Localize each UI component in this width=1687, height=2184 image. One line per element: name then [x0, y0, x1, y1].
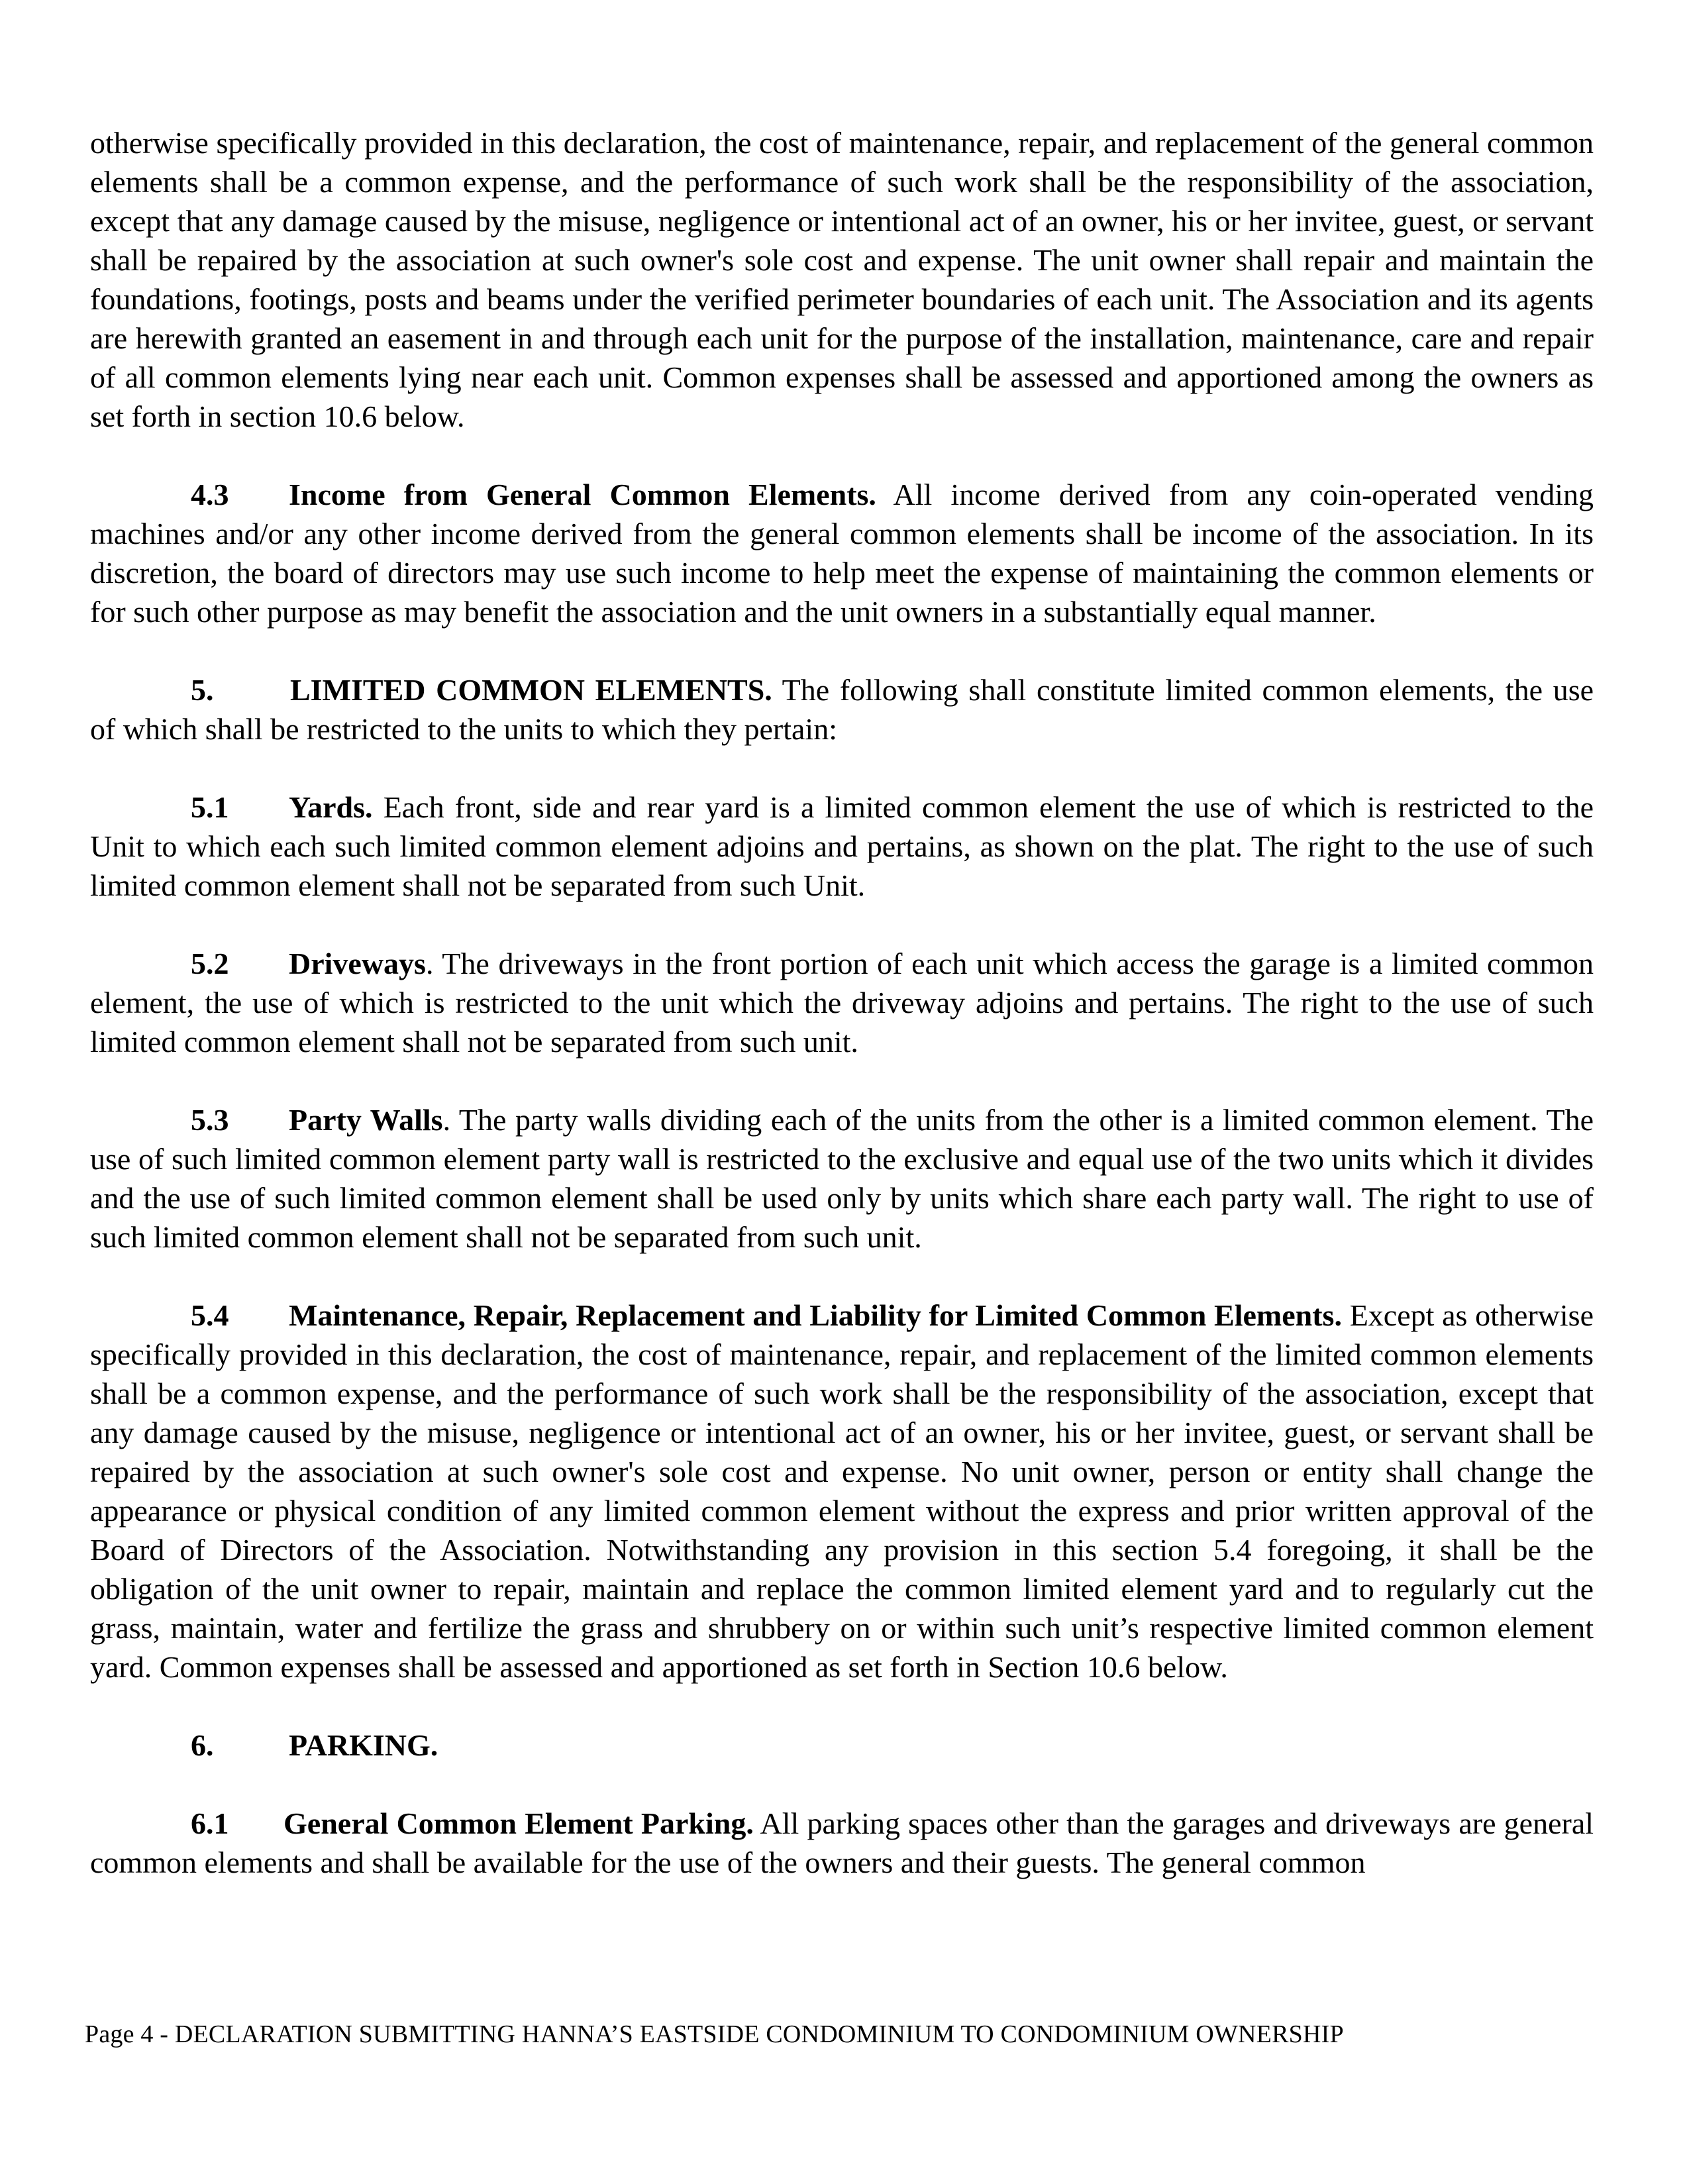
- section-heading: Maintenance, Repair, Replacement and Liability for Limited Common Elements.: [289, 1298, 1342, 1332]
- section-body: All parking spaces other than the garages and driveways are general common elements and shall be available for the use of the owners and their guests. The general common: [90, 1806, 1594, 1879]
- section-body: Each front, side and rear yard is a limited common element the use of which is restricted to the Unit to which each such limited common element adjoins and pertains, as shown on the plat. The right to the use of such limited common element shall not be separated from such Unit.: [90, 790, 1594, 902]
- section-5-4: [90, 1296, 1594, 1687]
- section-body: . The party walls dividing each of the units from the other is a limited common element. The use of such limited common element party wall is restricted to the exclusive and equal use of the two units which it divides and the use of such limited common element shall be used only by units which share each party wall. The right to use of such limited common element shall not be separated from such unit.: [90, 1103, 1594, 1254]
- section-5-2: [90, 944, 1594, 1061]
- section-heading: General Common Element Parking.: [283, 1806, 754, 1840]
- section-body: The following shall constitute limited common elements, the use of which shall be restricted to the units to which they pertain:: [90, 673, 1594, 746]
- document-page: [90, 123, 1594, 1882]
- intro-paragraph: otherwise specifically provided in this declaration, the cost of maintenance, repair, and replacement of the general common elements shall be a common expense, and the performance of such work shall be the responsibility of the association, except that any damage caused by the misuse, negligence or intentional act of an owner, his or her invitee, guest, or servant shall be repaired by the association at such owner's sole cost and expense. The unit owner shall repair and maintain the foundations, footings, posts and beams under the verified perimeter boundaries of each unit. The Association and its agents are herewith granted an easement in and through each unit for the purpose of the installation, maintenance, care and repair of all common elements lying near each unit. Common expenses shall be assessed and apportioned among the owners as set forth in section 10.6 below.: [90, 126, 1594, 433]
- section-number: 5.1: [191, 790, 229, 824]
- section-heading: Yards.: [289, 790, 373, 824]
- section-number: 6.1: [191, 1806, 229, 1840]
- section-heading: Driveways: [289, 947, 426, 980]
- section-4-3: [90, 475, 1594, 631]
- page-footer: Page 4 - DECLARATION SUBMITTING HANNA’S EASTSIDE CONDOMINIUM TO CONDOMINIUM OWNERSHIP: [85, 2020, 1344, 2048]
- section-heading: Party Walls: [289, 1103, 443, 1137]
- section-5: [90, 670, 1594, 749]
- section-body: . The driveways in the front portion of each unit which access the garage is a limited common element, the use of which is restricted to the unit which the driveway adjoins and pertains. The right to the use of such limited common element shall not be separated from such unit.: [90, 947, 1594, 1059]
- section-6: [90, 1726, 1594, 1765]
- section-6-1: [90, 1804, 1594, 1882]
- section-body: All income derived from any coin-operated vending machines and/or any other income derived from the general common elements shall be income of the association. In its discretion, the board of directors may use such income to help meet the expense of maintaining the common elements or for such other purpose as may benefit the association and the unit owners in a substantially equal manner.: [90, 478, 1594, 629]
- section-number: 5.4: [191, 1298, 229, 1332]
- section-heading: LIMITED COMMON ELEMENTS.: [290, 673, 772, 707]
- section-number: 6.: [191, 1728, 214, 1762]
- section-number: 5.: [191, 673, 214, 707]
- section-heading: PARKING.: [289, 1728, 438, 1762]
- section-number: 5.2: [191, 947, 229, 980]
- section-heading: Income from General Common Elements.: [289, 478, 876, 511]
- section-5-3: [90, 1100, 1594, 1257]
- section-number: 5.3: [191, 1103, 229, 1137]
- section-5-1: [90, 788, 1594, 905]
- section-body: Except as otherwise specifically provided in this declaration, the cost of maintenance, repair, and replacement of the limited common elements shall be a common expense, and the performance of such work shall be the responsibility of the association, except that any damage caused by the misuse, negligence or intentional act of an owner, his or her invitee, guest, or servant shall be repaired by the association at such owner's sole cost and expense. No unit owner, person or entity shall change the appearance or physical condition of any limited common element without the express and prior written approval of the Board of Directors of the Association. Notwithstanding any provision in this section 5.4 foregoing, it shall be the obligation of the unit owner to repair, maintain and replace the common limited element yard and to regularly cut the grass, maintain, water and fertilize the grass and shrubbery on or within such unit’s respective limited common element yard. Common expenses shall be assessed and apportioned as set forth in Section 10.6 below.: [90, 1298, 1594, 1684]
- section-number: 4.3: [191, 478, 229, 511]
